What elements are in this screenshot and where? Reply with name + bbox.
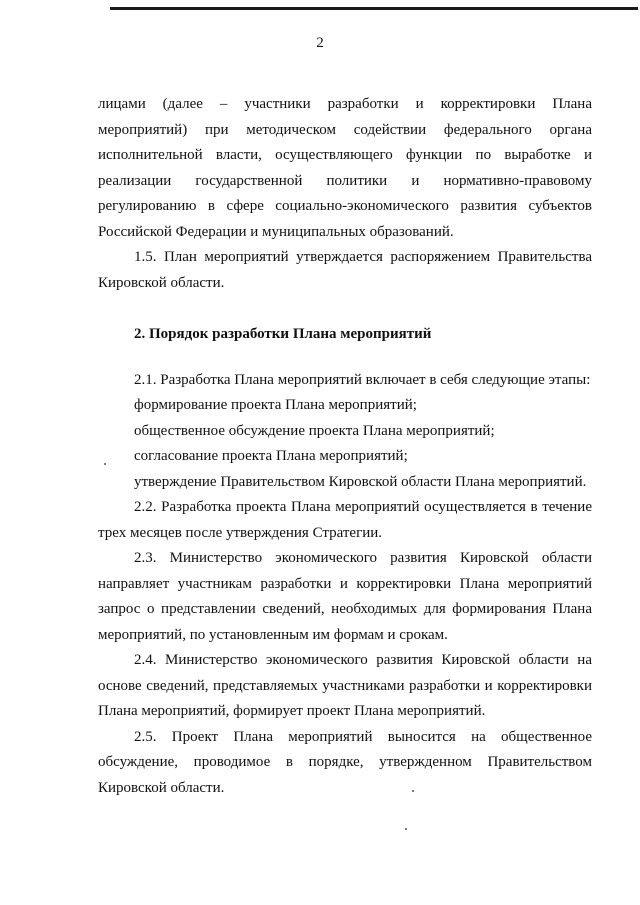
paragraph-2-4: 2.4. Министерство экономического развития Кировской области на основе сведений, представляемых участниками разработки и корректировки Плана мероприятий, формирует проект Плана мероприятий. (98, 652, 592, 719)
scan-speck (405, 828, 407, 830)
stage-item: утверждение Правительством Кировской области Плана мероприятий. (134, 473, 587, 490)
paragraph-2-5: 2.5. Проект Плана мероприятий выносится на общественное обсуждение, проводимое в порядке, утвержденном Правительством Кировской области. (98, 728, 592, 796)
scan-speck (412, 790, 414, 792)
section-heading: 2. Порядок разработки Плана мероприятий (134, 326, 432, 342)
stage-item: формирование проекта Плана мероприятий; (134, 397, 417, 413)
stage-item: общественное обсуждение проекта Плана мероприятий; (134, 422, 495, 439)
stage-item: согласование проекта Плана мероприятий; (134, 448, 408, 464)
paragraph-1-5: 1.5. План мероприятий утверждается распоряжением Правительства Кировской области. (98, 249, 592, 291)
scan-speck (104, 463, 106, 465)
paragraph-2-1: 2.1. Разработка Плана мероприятий включает в себя следующие этапы: (134, 371, 591, 388)
paragraph-2-3: 2.3. Министерство экономического развития Кировской области направляет участникам разработки и корректировки Плана мероприятий запрос о представлении сведений, необходимых для формирования Плана мероприятий, по установленным им формам и срокам. (98, 550, 592, 643)
page-number: 2 (316, 35, 324, 51)
paragraph-participants: лицами (далее – участники разработки и корректировки Плана мероприятий) при методическом содействии федерального органа исполнительной власти, осуществляющего функции по выработке и реализации государственной политики и нормативно-правовому регулированию в сфере социально-экономического развития субъектов Российской Федерации и муниципальных образований. (98, 96, 592, 240)
document-body (98, 92, 592, 801)
scan-top-border-line (110, 7, 638, 10)
spacer (98, 296, 592, 322)
spacer (98, 348, 592, 368)
paragraph-2-2: 2.2. Разработка проекта Плана мероприятий осуществляется в течение трех месяцев после утверждения Стратегии. (98, 499, 592, 541)
